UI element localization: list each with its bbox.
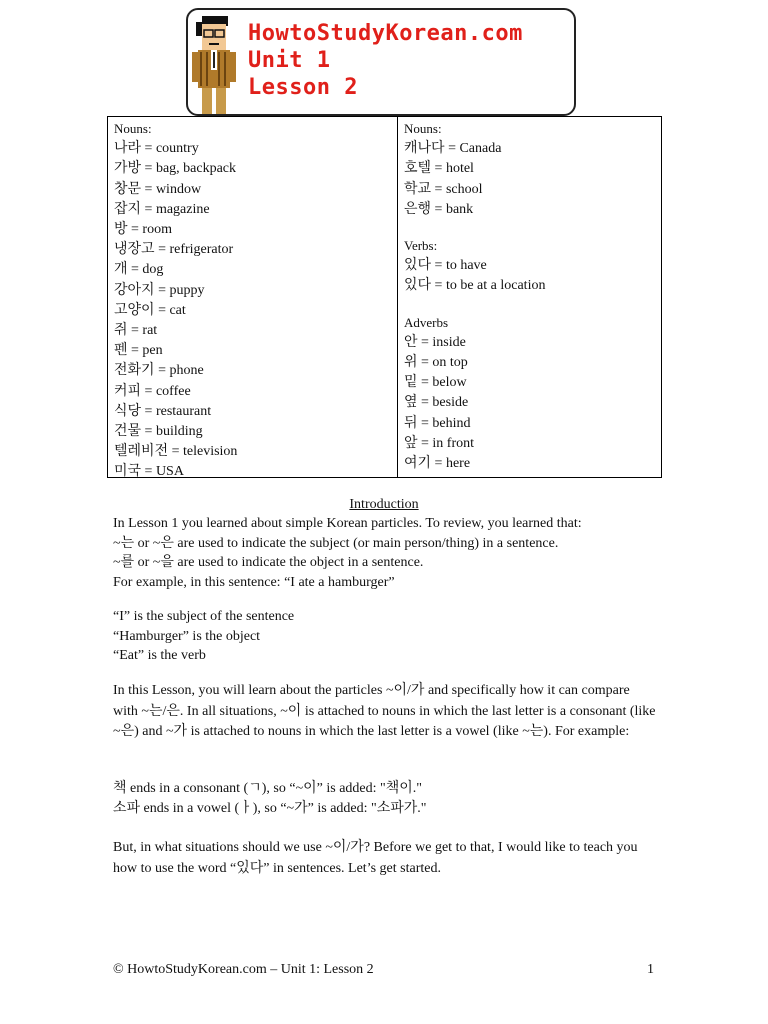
vocab-item: 냉장고 = refrigerator — [114, 242, 234, 258]
intro-paragraph-4 — [113, 779, 658, 818]
vocab-table — [107, 116, 662, 478]
vocab-item: 미국 = USA — [114, 464, 184, 480]
vocab-item: 고양이 = cat — [114, 302, 186, 318]
vocab-item: 여기 = here — [404, 456, 471, 472]
adverbs-heading: Adverbs — [404, 314, 449, 330]
vocab-item: 뒤 = behind — [404, 415, 471, 431]
intro-text: In this Lesson, you will learn about the particles ~이/가 and specifically how it can compare with ~는/은. In all situations, ~이 is attached to nouns in which the last letter is a consonant (like ~은) and ~가 is attached to nouns in which the last letter is a vowel (like ~는). For example: — [113, 683, 656, 739]
page-number: 1 — [647, 962, 654, 977]
intro-line: For example, in this sentence: “I ate a hamburger” — [113, 574, 395, 590]
banner-site-name: HowtoStudyKorean.com — [248, 21, 523, 46]
vocab-item: 전화기 = phone — [114, 363, 204, 379]
vocab-item: 텔레비전 = television — [114, 444, 238, 460]
vocab-item: 방 = room — [114, 222, 172, 238]
intro-paragraph-1 — [113, 514, 658, 592]
vocab-item: 잡지 = magazine — [114, 201, 210, 217]
nouns-heading: Nouns: — [404, 121, 442, 136]
banner-title — [248, 20, 523, 101]
intro-text: But, in what situations should we use ~이/가? Before we get to that, I would like to teach you how to use the word “있다” in sentences. Let’s get started. — [113, 840, 638, 876]
intro-line: In Lesson 1 you learned about simple Korean particles. To review, you learned that: — [113, 516, 582, 531]
intro-paragraph-2 — [113, 607, 658, 666]
vocab-item: 있다 = to have — [404, 258, 487, 274]
header-banner — [186, 8, 576, 116]
vocab-item: 창문 = window — [114, 181, 202, 197]
vocab-item: 있다 = to be at a location — [404, 278, 546, 294]
vocab-item: 나라 = country — [114, 141, 199, 157]
vocab-item: 은행 = bank — [404, 201, 474, 217]
vocab-item: 건물 = building — [114, 424, 203, 440]
intro-paragraph-3 — [113, 681, 658, 743]
intro-line: “Hamburger” is the object — [113, 628, 261, 644]
intro-line: 책 ends in a consonant (ㄱ), so “~이” is added: "책이." — [113, 781, 423, 796]
banner-lesson: Lesson 2 — [248, 75, 358, 100]
footer-copyright: © HowtoStudyKorean.com – Unit 1: Lesson 2 — [113, 962, 374, 977]
vocab-item: 쥐 = rat — [114, 323, 158, 339]
intro-line: “Eat” is the verb — [113, 648, 206, 663]
intro-paragraph-5 — [113, 837, 658, 879]
intro-heading: Introduction — [349, 497, 419, 512]
verbs-heading: Verbs: — [404, 238, 438, 254]
intro-line: ~는 or ~은 are used to indicate the subject (or main person/thing) in a sentence. — [113, 535, 559, 551]
mascot-icon — [188, 12, 240, 116]
vocab-item: 식당 = restaurant — [114, 403, 212, 419]
vocab-item: 개 = dog — [114, 262, 164, 278]
vocab-item: 펜 = pen — [114, 343, 163, 359]
vocab-item: 안 = inside — [404, 334, 466, 350]
intro-line: ~를 or ~을 are used to indicate the object in a sentence. — [113, 555, 424, 570]
vocab-item: 커피 = coffee — [114, 383, 191, 399]
banner-unit: Unit 1 — [248, 48, 331, 73]
vocab-item: 위 = on top — [404, 355, 468, 371]
vocab-item: 학교 = school — [404, 181, 483, 197]
intro-line: 소파 ends in a vowel (ㅏ), so “~가” is added: "소파가." — [113, 800, 427, 816]
vocab-item: 호텔 = hotel — [404, 161, 474, 177]
vocab-left-column — [108, 117, 398, 480]
vocab-left-heading: Nouns: — [114, 121, 152, 136]
vocab-item: 밑 = below — [404, 375, 467, 391]
vocab-item: 앞 = in front — [404, 435, 475, 451]
vocab-item: 캐나다 = Canada — [404, 141, 502, 157]
intro-line: “I” is the subject of the sentence — [113, 609, 295, 624]
vocab-item: 강아지 = puppy — [114, 282, 205, 298]
vocab-item: 가방 = bag, backpack — [114, 161, 237, 177]
vocab-right-column — [398, 117, 661, 477]
vocab-item: 옆 = beside — [404, 395, 469, 411]
